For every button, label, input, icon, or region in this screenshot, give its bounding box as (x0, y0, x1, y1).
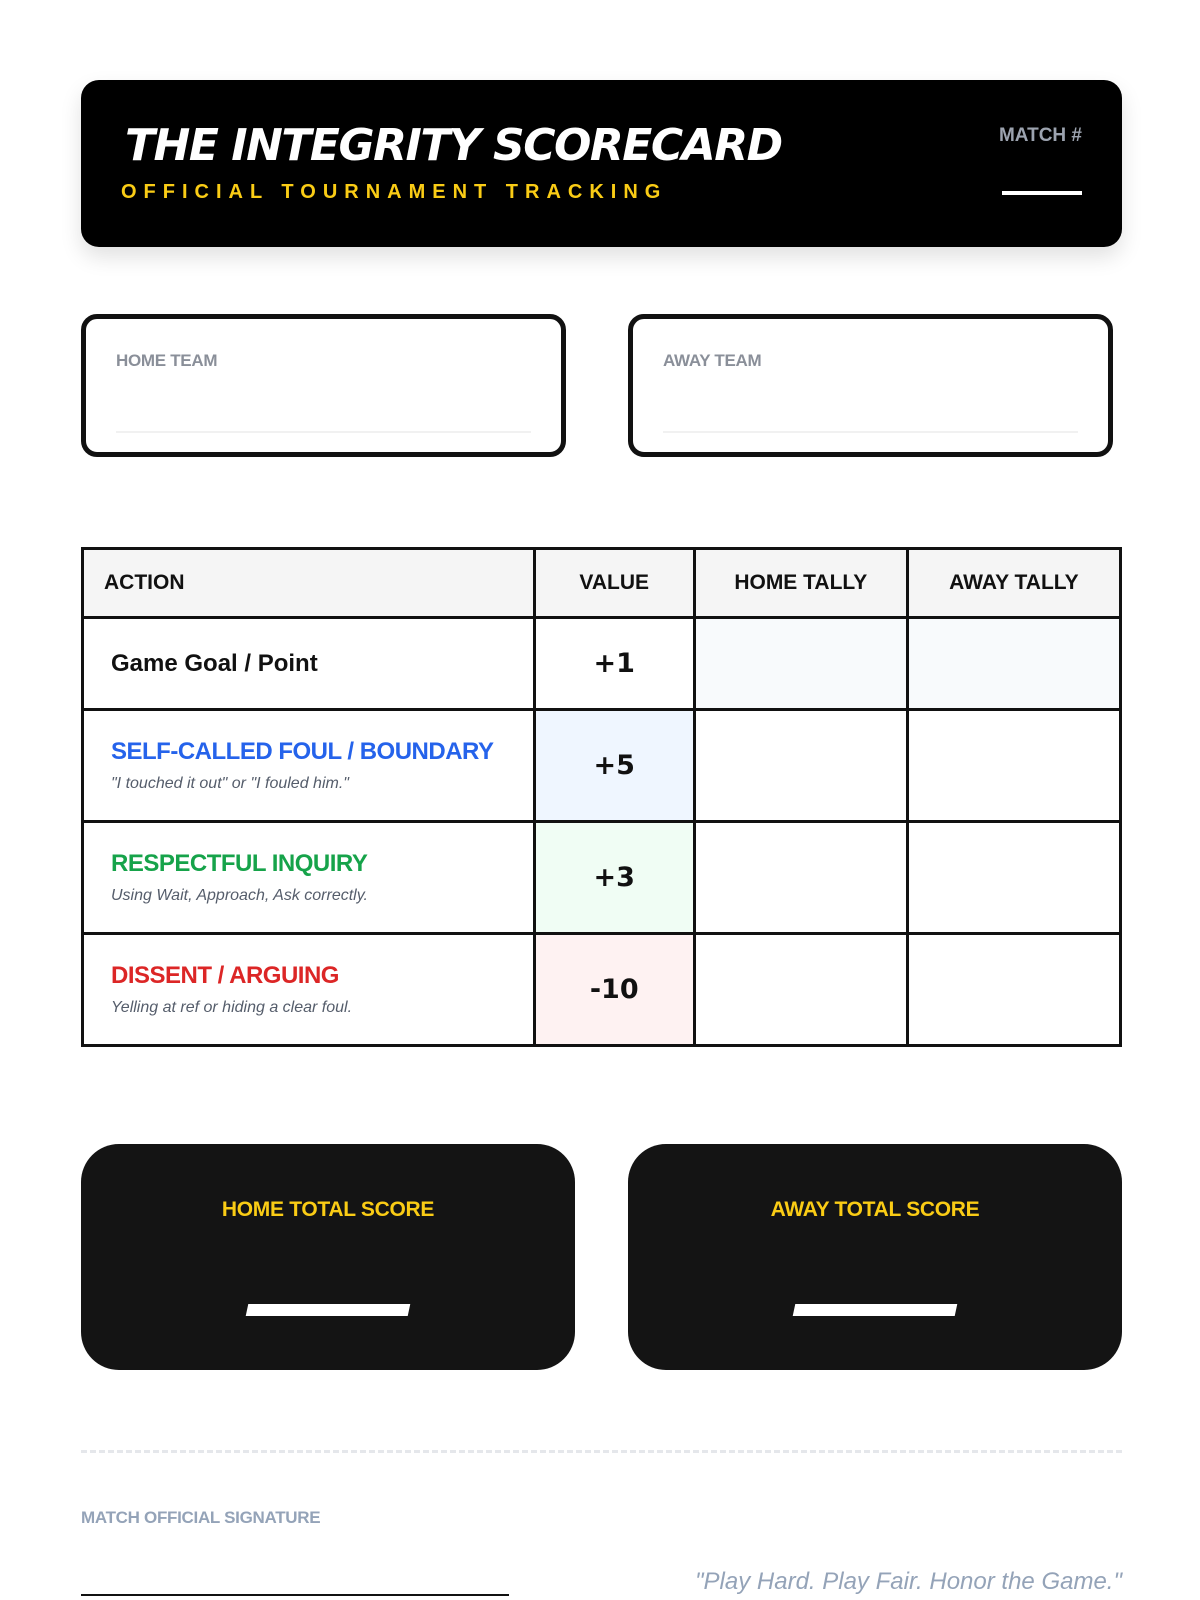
action-description: "I touched it out" or "I fouled him." (111, 775, 349, 792)
table-header-row (83, 549, 1121, 618)
home-tally-cell[interactable] (694, 934, 907, 1046)
home-team-box (81, 314, 566, 457)
away-total-box (628, 1144, 1122, 1370)
away-tally-cell[interactable] (907, 934, 1120, 1046)
value-cell: +1 (534, 618, 694, 710)
match-number-label: MATCH # (998, 125, 1082, 146)
action-title: RESPECTFUL INQUIRY (111, 850, 368, 877)
home-total-label: HOME TOTAL SCORE (221, 1198, 435, 1221)
footer-divider (81, 1450, 1122, 1453)
page-subtitle: OFFICIAL TOURNAMENT TRACKING (121, 181, 668, 203)
home-team-label: HOME TEAM (116, 351, 218, 370)
footer-motto: "Play Hard. Play Fair. Honor the Game." (695, 1568, 1122, 1595)
action-description: Using Wait, Approach, Ask correctly. (111, 887, 368, 904)
home-total-field[interactable] (246, 1304, 411, 1316)
page-title: THE INTEGRITY SCORECARD (125, 120, 782, 171)
action-cell (83, 822, 535, 934)
away-team-field[interactable] (663, 431, 1078, 433)
column-header-action: ACTION (83, 549, 535, 618)
home-total-box (81, 1144, 575, 1370)
away-team-label: AWAY TEAM (663, 351, 762, 370)
away-team-box (628, 314, 1113, 457)
table-row (83, 822, 1121, 934)
away-total-label: AWAY TOTAL SCORE (770, 1198, 980, 1221)
scoring-table (81, 547, 1122, 1047)
home-tally-cell[interactable] (694, 618, 907, 710)
action-cell (83, 934, 535, 1046)
action-title: DISSENT / ARGUING (111, 962, 339, 989)
column-header-value: VALUE (534, 549, 694, 618)
value-cell: +5 (534, 710, 694, 822)
scorecard-page (81, 0, 1122, 1600)
signature-label: MATCH OFFICIAL SIGNATURE (81, 1508, 321, 1527)
action-description: Yelling at ref or hiding a clear foul. (111, 999, 353, 1016)
table-row (83, 934, 1121, 1046)
match-number-field[interactable] (1002, 191, 1082, 195)
home-tally-cell[interactable] (694, 822, 907, 934)
home-tally-cell[interactable] (694, 710, 907, 822)
away-tally-cell[interactable] (907, 710, 1120, 822)
action-title: Game Goal / Point (111, 649, 318, 677)
value-cell: +3 (534, 822, 694, 934)
action-cell (83, 618, 535, 710)
action-title: SELF-CALLED FOUL / BOUNDARY (111, 738, 494, 765)
value-cell: -10 (534, 934, 694, 1046)
column-header-home-tally: HOME TALLY (694, 549, 907, 618)
away-tally-cell[interactable] (907, 822, 1120, 934)
action-cell (83, 710, 535, 822)
away-tally-cell[interactable] (907, 618, 1120, 710)
scorecard-header (81, 80, 1122, 247)
away-total-field[interactable] (793, 1304, 958, 1316)
table-row (83, 618, 1121, 710)
signature-field[interactable] (81, 1594, 509, 1596)
table-row (83, 710, 1121, 822)
column-header-away-tally: AWAY TALLY (907, 549, 1120, 618)
home-team-field[interactable] (116, 431, 531, 433)
